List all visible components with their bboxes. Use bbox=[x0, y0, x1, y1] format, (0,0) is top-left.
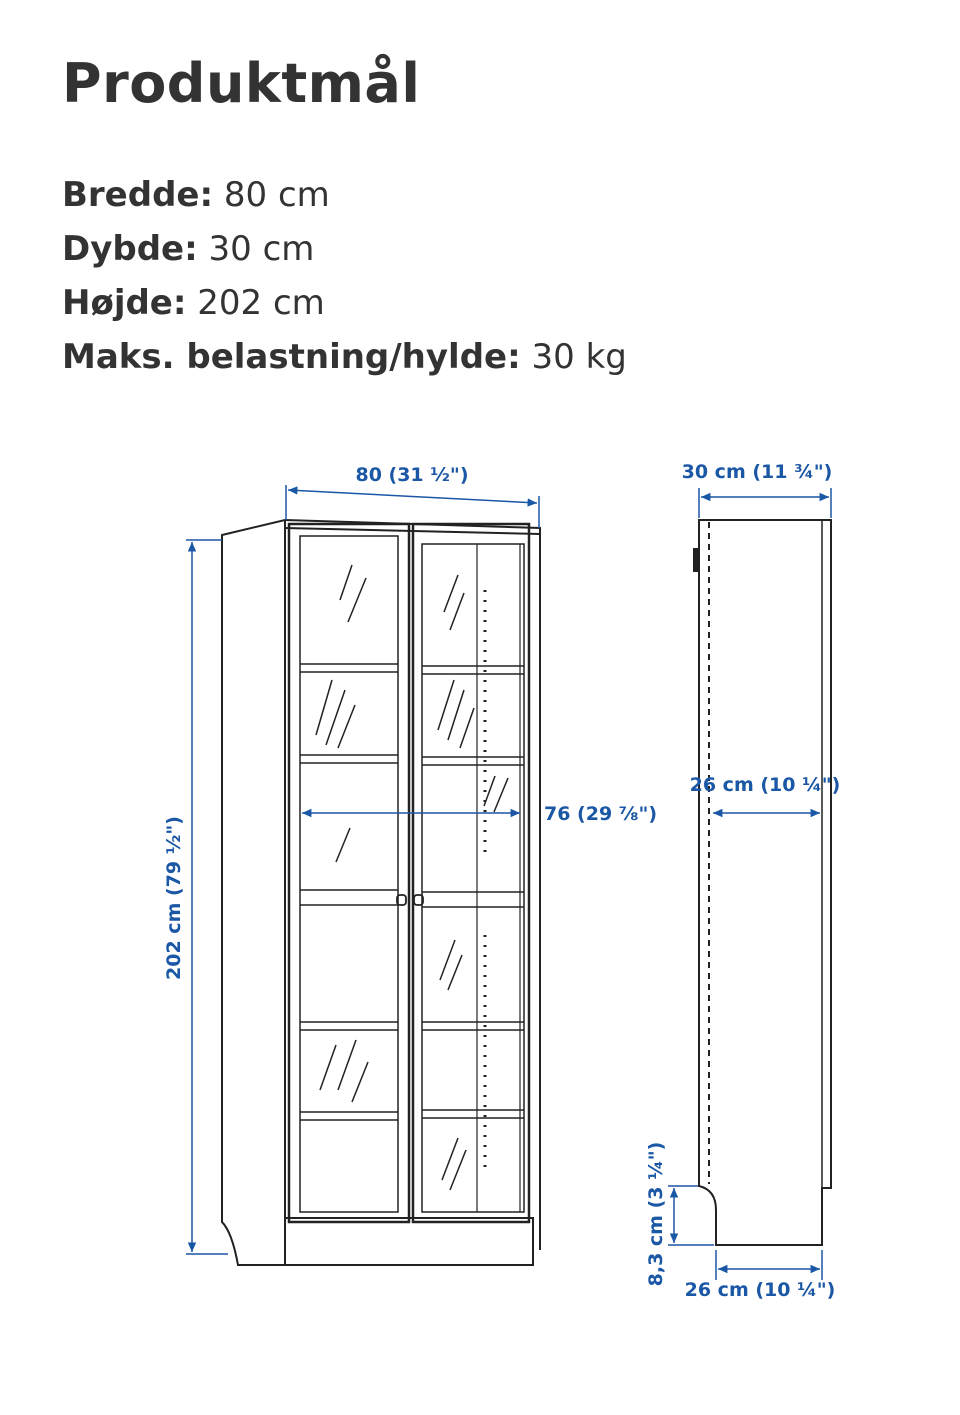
spec-label: Dybde: bbox=[62, 229, 198, 269]
side-view bbox=[693, 520, 831, 1245]
spec-value: 30 cm bbox=[208, 229, 315, 269]
page-title: Produktmål bbox=[62, 52, 421, 115]
shelves-right bbox=[422, 666, 524, 1118]
plinth-height-label: 8,3 cm (3 ¼") bbox=[645, 1141, 667, 1287]
width-arrow bbox=[288, 490, 537, 503]
side-panel bbox=[222, 520, 285, 1265]
spec-label: Maks. belastning/hylde: bbox=[62, 337, 521, 377]
side-dimensions bbox=[668, 488, 831, 1280]
spec-value: 202 cm bbox=[197, 283, 325, 323]
spec-max-load bbox=[62, 330, 627, 384]
front-view bbox=[222, 520, 540, 1265]
side-outline bbox=[699, 520, 831, 1245]
spec-list bbox=[62, 168, 627, 384]
spec-value: 30 kg bbox=[531, 337, 627, 377]
plinth bbox=[285, 1218, 533, 1265]
spec-height bbox=[62, 276, 627, 330]
side-depth-label: 30 cm (11 ¾") bbox=[681, 461, 833, 483]
inner-width-label: 76 (29 ⅞") bbox=[544, 803, 658, 825]
side-inner-depth-label: 26 cm (10 ¼") bbox=[689, 774, 841, 796]
front-width-label: 80 (31 ½") bbox=[355, 464, 469, 486]
plinth-depth-label: 26 cm (10 ¼") bbox=[684, 1279, 836, 1301]
spec-width bbox=[62, 168, 627, 222]
spec-value: 80 cm bbox=[223, 175, 330, 215]
height-label: 202 cm (79 ½") bbox=[163, 816, 185, 980]
left-door bbox=[289, 524, 409, 1222]
shelves-left bbox=[300, 664, 398, 1120]
spec-label: Bredde: bbox=[62, 175, 214, 215]
spec-label: Højde: bbox=[62, 283, 187, 323]
side-knob bbox=[693, 548, 699, 572]
dimension-diagram bbox=[0, 420, 960, 1320]
spec-depth bbox=[62, 222, 627, 276]
